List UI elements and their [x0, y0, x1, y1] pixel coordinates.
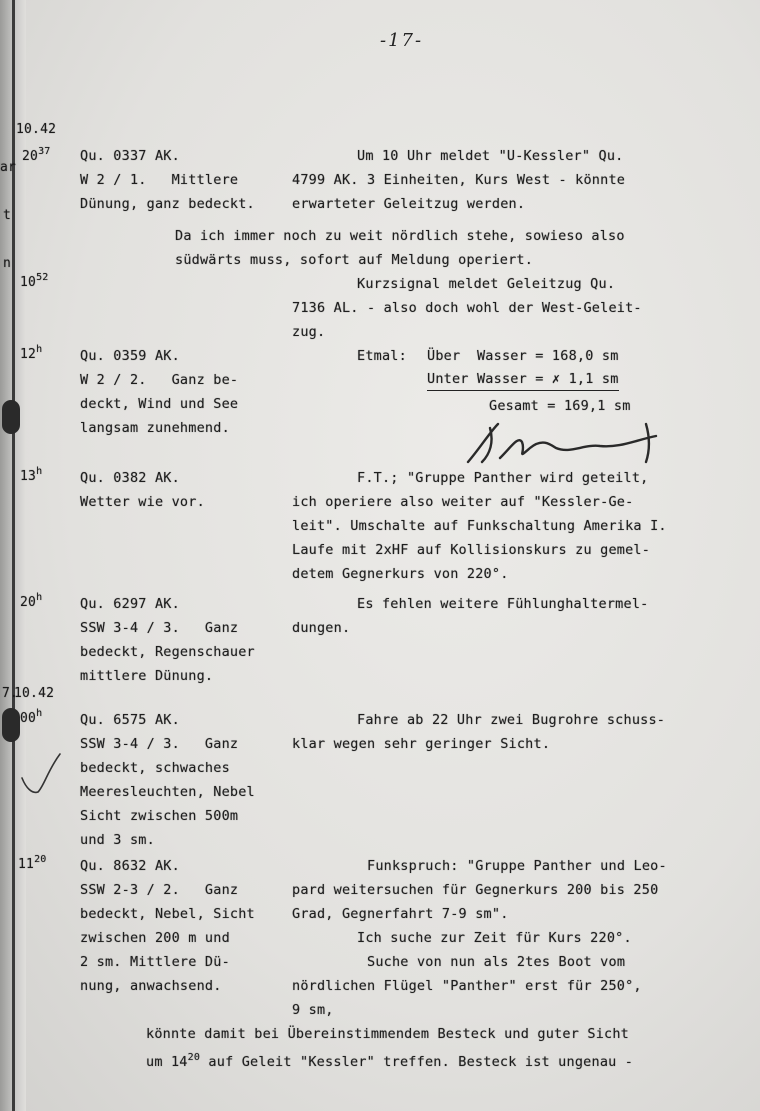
- weather-line: Qu. 8632 AK.: [80, 858, 180, 874]
- margin-mark: t: [3, 208, 12, 223]
- remark-line: Ich suche zur Zeit für Kurs 220°.: [357, 930, 632, 946]
- entry-time: 12$^h$: [20, 344, 43, 362]
- weather-line: Qu. 6297 AK.: [80, 596, 180, 612]
- remark-line: leit". Umschalte auf Funkschaltung Amerika I.: [292, 518, 667, 534]
- etmal-label: Etmal:: [357, 348, 407, 364]
- etmal-total: Gesamt = 169,1 sm: [489, 398, 631, 414]
- remark-line: klar wegen sehr geringer Sicht.: [292, 736, 551, 752]
- page-number: -17-: [380, 30, 424, 51]
- weather-line: Qu. 0382 AK.: [80, 470, 180, 486]
- remark-line: Grad, Gegnerfahrt 7-9 sm".: [292, 906, 509, 922]
- punch-hole: [2, 708, 20, 742]
- weather-line: W 2 / 1. Mittlere: [80, 172, 239, 188]
- weather-line: Qu. 0359 AK.: [80, 348, 180, 364]
- weather-line: bedeckt, Regenschauer: [80, 644, 255, 660]
- remark-line: Es fehlen weitere Fühlunghaltermel-: [357, 596, 649, 612]
- entry-time: 13$^h$: [20, 466, 43, 484]
- margin-mark: n: [3, 256, 12, 271]
- weather-line: bedeckt, schwaches: [80, 760, 230, 776]
- weather-line: Dünung, ganz bedeckt.: [80, 196, 255, 212]
- weather-line: W 2 / 2. Ganz be-: [80, 372, 239, 388]
- weather-line: mittlere Dünung.: [80, 668, 214, 684]
- entry-date: 10.42: [14, 686, 55, 701]
- margin-mark: 7.: [2, 686, 19, 701]
- weather-line: nung, anwachsend.: [80, 978, 222, 994]
- remark-line: Fahre ab 22 Uhr zwei Bugrohre schuss-: [357, 712, 666, 728]
- remark-line: ich operiere also weiter auf "Kessler-Ge-: [292, 494, 634, 510]
- weather-line: Sicht zwischen 500m: [80, 808, 239, 824]
- weather-line: SSW 3-4 / 3. Ganz: [80, 620, 239, 636]
- weather-line: deckt, Wind und See: [80, 396, 239, 412]
- entry-time: 00$^h$: [20, 708, 43, 726]
- remark-line: zug.: [292, 324, 326, 340]
- remark-line: F.T.; "Gruppe Panther wird geteilt,: [357, 470, 649, 486]
- weather-line: Meeresleuchten, Nebel: [80, 784, 255, 800]
- note-line: südwärts muss, sofort auf Meldung operiert.: [175, 252, 534, 268]
- entry-time: 20$^h$: [20, 592, 43, 610]
- entry-time: $20^{37}$: [22, 146, 51, 164]
- etmal-under-water: Unter Wasser = ✗ 1,1 sm: [427, 368, 619, 391]
- weather-line: Qu. 6575 AK.: [80, 712, 180, 728]
- remark-line: Suche von nun als 2tes Boot vom: [367, 954, 626, 970]
- weather-line: Wetter wie vor.: [80, 494, 205, 510]
- remark-line: Funkspruch: "Gruppe Panther und Leo-: [367, 858, 667, 874]
- remark-line: detem Gegnerkurs von 220°.: [292, 566, 509, 582]
- etmal-over-water: Über Wasser = 168,0 sm: [427, 348, 619, 364]
- remark-line: 7136 AL. - also doch wohl der West-Geleit-: [292, 300, 642, 316]
- remark-line: Laufe mit 2xHF auf Kollisionskurs zu gemel-: [292, 542, 651, 558]
- handwritten-signature: [460, 418, 670, 468]
- punch-hole: [2, 400, 20, 434]
- remark-line: 4799 AK. 3 Einheiten, Kurs West - könnte: [292, 172, 626, 188]
- weather-line: Qu. 0337 AK.: [80, 148, 180, 164]
- remark-line: erwarteter Geleitzug werden.: [292, 196, 526, 212]
- weather-line: langsam zunehmend.: [80, 420, 230, 436]
- closing-line: um $14^{20}$ auf Geleit "Kessler" treffen. Besteck ist ungenau -: [146, 1052, 634, 1070]
- weather-line: SSW 2-3 / 2. Ganz: [80, 882, 239, 898]
- remark-line: Kurzsignal meldet Geleitzug Qu.: [357, 276, 616, 292]
- ink-tick-mark: [18, 748, 68, 798]
- entry-time: $10^{52}$: [20, 272, 49, 290]
- remark-line: 9 sm,: [292, 1002, 334, 1018]
- closing-line: könnte damit bei Übereinstimmendem Besteck und guter Sicht: [146, 1026, 630, 1042]
- remark-line: pard weitersuchen für Gegnerkurs 200 bis 250: [292, 882, 659, 898]
- remark-line: nördlichen Flügel "Panther" erst für 250°,: [292, 978, 642, 994]
- weather-line: bedeckt, Nebel, Sicht: [80, 906, 255, 922]
- entry-date: 10.42: [16, 122, 57, 137]
- weather-line: und 3 sm.: [80, 832, 155, 848]
- entry-time: $11^{20}$: [18, 854, 47, 872]
- remark-line: Um 10 Uhr meldet "U-Kessler" Qu.: [357, 148, 624, 164]
- weather-line: SSW 3-4 / 3. Ganz: [80, 736, 239, 752]
- margin-mark: ar: [0, 160, 17, 175]
- note-line: Da ich immer noch zu weit nördlich stehe, sowieso also: [175, 228, 625, 244]
- weather-line: 2 sm. Mittlere Dü-: [80, 954, 230, 970]
- remark-line: dungen.: [292, 620, 351, 636]
- weather-line: zwischen 200 m und: [80, 930, 230, 946]
